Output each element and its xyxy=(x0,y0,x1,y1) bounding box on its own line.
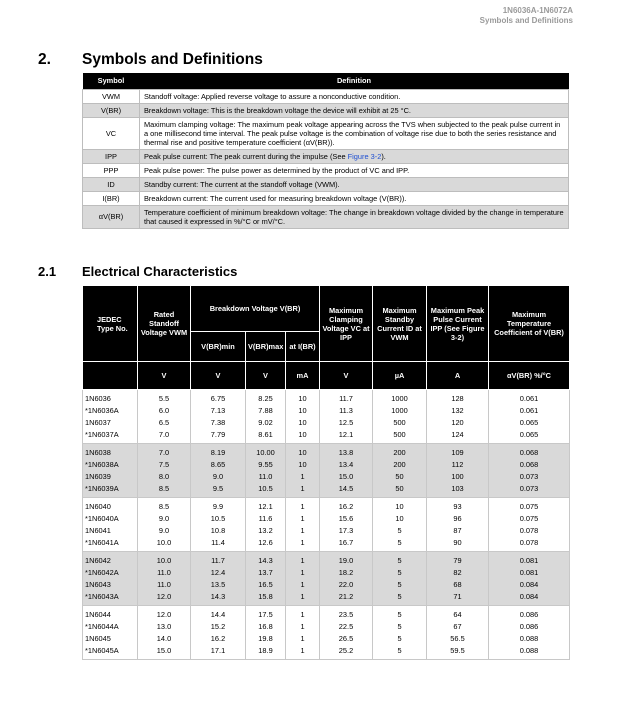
definition-cell xyxy=(140,149,569,163)
value-cell: 82 xyxy=(427,567,489,579)
value-cell: 200 xyxy=(373,444,427,459)
value-cell: 103 xyxy=(427,483,489,498)
value-cell: 18.9 xyxy=(246,645,286,660)
value-cell: 5 xyxy=(373,525,427,537)
value-cell: 67 xyxy=(427,621,489,633)
symbols-row xyxy=(83,103,569,117)
value-cell: 10.5 xyxy=(246,483,286,498)
header-rated-standoff-voltage: Rated Standoff Voltage VWM xyxy=(138,286,191,362)
value-cell: 22.0 xyxy=(320,579,373,591)
header-max-peak-pulse-current: Maximum Peak Pulse Current IPP (See Figure 3-2) xyxy=(427,286,489,362)
value-cell: 13.0 xyxy=(138,621,191,633)
value-cell: 13.2 xyxy=(246,525,286,537)
value-cell: 5 xyxy=(373,606,427,621)
device-type-cell: *1N6043A xyxy=(83,591,138,606)
value-cell: 1 xyxy=(286,483,320,498)
value-cell: 10.5 xyxy=(191,513,246,525)
header-vbr-min: V(BR)min xyxy=(191,332,246,362)
value-cell: 8.25 xyxy=(246,390,286,405)
symbols-row xyxy=(83,205,569,228)
device-type-cell: *1N6041A xyxy=(83,537,138,552)
value-cell: 1 xyxy=(286,498,320,513)
value-cell: 15.6 xyxy=(320,513,373,525)
device-type-cell: *1N6045A xyxy=(83,645,138,660)
value-cell: 5.5 xyxy=(138,390,191,405)
value-cell: 1 xyxy=(286,591,320,606)
value-cell: 1 xyxy=(286,579,320,591)
definition-cell: Maximum clamping voltage: The maximum peak voltage appearing across the TVS when subjected to the peak pulse current in a one millisecond time interval. The peak pulse voltage is the combination of voltage rise due to both the series resistance and thermal rise and positive temperature coefficient (αV(BR)). xyxy=(140,117,569,149)
value-cell: 12.6 xyxy=(246,537,286,552)
symbols-row xyxy=(83,149,569,163)
value-cell: 0.073 xyxy=(489,483,570,498)
value-cell: 17.1 xyxy=(191,645,246,660)
device-type-cell: *1N6037A xyxy=(83,429,138,444)
device-type-cell: 1N6044 xyxy=(83,606,138,621)
running-header xyxy=(480,6,573,26)
device-row xyxy=(83,552,570,567)
value-cell: 15.2 xyxy=(191,621,246,633)
symbol-cell: V(BR) xyxy=(83,103,140,117)
definition-cell: Temperature coefficient of minimum breakdown voltage: The change in breakdown voltage divided by the change in temperature that caused it expressed in %/°C or mV/°C. xyxy=(140,205,569,228)
section-2-1-title: Electrical Characteristics xyxy=(82,264,238,279)
definition-text: Peak pulse current: The peak current during the impulse (See xyxy=(144,151,348,161)
value-cell: 120 xyxy=(427,417,489,429)
value-cell: 10 xyxy=(286,390,320,405)
value-cell: 9.02 xyxy=(246,417,286,429)
value-cell: 14.0 xyxy=(138,633,191,645)
device-type-cell: 1N6040 xyxy=(83,498,138,513)
value-cell: 16.2 xyxy=(320,498,373,513)
device-group xyxy=(83,552,570,606)
value-cell: 0.078 xyxy=(489,537,570,552)
value-cell: 6.5 xyxy=(138,417,191,429)
electrical-characteristics-table xyxy=(82,285,570,660)
value-cell: 6.75 xyxy=(191,390,246,405)
value-cell: 68 xyxy=(427,579,489,591)
value-cell: 0.088 xyxy=(489,633,570,645)
header-vbr-max: V(BR)max xyxy=(246,332,286,362)
device-row xyxy=(83,429,570,444)
value-cell: 15.0 xyxy=(320,471,373,483)
value-cell: 12.4 xyxy=(191,567,246,579)
section-2-title: Symbols and Definitions xyxy=(82,51,263,68)
value-cell: 16.7 xyxy=(320,537,373,552)
device-row xyxy=(83,525,570,537)
value-cell: 14.3 xyxy=(191,591,246,606)
value-cell: 8.61 xyxy=(246,429,286,444)
value-cell: 26.5 xyxy=(320,633,373,645)
value-cell: 11.6 xyxy=(246,513,286,525)
value-cell: 8.5 xyxy=(138,498,191,513)
device-group xyxy=(83,498,570,552)
value-cell: 7.0 xyxy=(138,429,191,444)
device-row xyxy=(83,390,570,405)
value-cell: 0.075 xyxy=(489,513,570,525)
symbols-row xyxy=(83,89,569,103)
value-cell: 0.084 xyxy=(489,591,570,606)
device-row xyxy=(83,405,570,417)
value-cell: 9.0 xyxy=(191,471,246,483)
value-cell: 500 xyxy=(373,429,427,444)
device-type-cell: *1N6036A xyxy=(83,405,138,417)
units-blank xyxy=(83,362,138,390)
symbols-table xyxy=(82,73,569,229)
value-cell: 22.5 xyxy=(320,621,373,633)
value-cell: 0.068 xyxy=(489,444,570,459)
value-cell: 0.086 xyxy=(489,621,570,633)
value-cell: 16.5 xyxy=(246,579,286,591)
value-cell: 100 xyxy=(427,471,489,483)
value-cell: 11.3 xyxy=(320,405,373,417)
value-cell: 0.084 xyxy=(489,579,570,591)
unit-cell: mA xyxy=(286,362,320,390)
symbol-cell: I(BR) xyxy=(83,191,140,205)
value-cell: 12.0 xyxy=(138,591,191,606)
device-type-cell: 1N6036 xyxy=(83,390,138,405)
units-row xyxy=(83,362,570,390)
value-cell: 8.0 xyxy=(138,471,191,483)
header-max-temp-coefficient: Maximum Temperature Coefficient of V(BR) xyxy=(489,286,570,362)
device-type-cell: 1N6037 xyxy=(83,417,138,429)
figure-3-2-link[interactable]: Figure 3-2 xyxy=(347,151,382,161)
value-cell: 79 xyxy=(427,552,489,567)
definition-cell: Breakdown voltage: This is the breakdown voltage the device will exhibit at 25 °C. xyxy=(140,103,569,117)
device-group xyxy=(83,444,570,498)
value-cell: 500 xyxy=(373,417,427,429)
value-cell: 124 xyxy=(427,429,489,444)
value-cell: 11.0 xyxy=(246,471,286,483)
value-cell: 0.081 xyxy=(489,567,570,579)
device-type-cell: 1N6039 xyxy=(83,471,138,483)
value-cell: 0.073 xyxy=(489,471,570,483)
value-cell: 15.0 xyxy=(138,645,191,660)
value-cell: 7.88 xyxy=(246,405,286,417)
device-type-cell: *1N6040A xyxy=(83,513,138,525)
value-cell: 1 xyxy=(286,513,320,525)
value-cell: 12.1 xyxy=(246,498,286,513)
definition-cell: Standoff voltage: Applied reverse voltage to assure a nonconductive condition. xyxy=(140,89,569,103)
value-cell: 5 xyxy=(373,621,427,633)
symbol-cell: ID xyxy=(83,177,140,191)
device-row xyxy=(83,417,570,429)
value-cell: 19.8 xyxy=(246,633,286,645)
device-type-cell: 1N6043 xyxy=(83,579,138,591)
device-row xyxy=(83,645,570,660)
device-row xyxy=(83,444,570,459)
value-cell: 0.088 xyxy=(489,645,570,660)
value-cell: 7.0 xyxy=(138,444,191,459)
device-row xyxy=(83,471,570,483)
value-cell: 59.5 xyxy=(427,645,489,660)
value-cell: 10.00 xyxy=(246,444,286,459)
definition-cell: Standby current: The current at the standoff voltage (VWM). xyxy=(140,177,569,191)
value-cell: 19.0 xyxy=(320,552,373,567)
value-cell: 1 xyxy=(286,567,320,579)
device-type-cell: *1N6042A xyxy=(83,567,138,579)
value-cell: 0.081 xyxy=(489,552,570,567)
definition-cell: Breakdown current: The current used for measuring breakdown voltage (V(BR)). xyxy=(140,191,569,205)
value-cell: 7.79 xyxy=(191,429,246,444)
value-cell: 10.0 xyxy=(138,537,191,552)
value-cell: 5 xyxy=(373,579,427,591)
symbols-table-header xyxy=(83,73,569,89)
device-row xyxy=(83,537,570,552)
value-cell: 87 xyxy=(427,525,489,537)
device-row xyxy=(83,579,570,591)
unit-cell: V xyxy=(320,362,373,390)
value-cell: 10 xyxy=(286,417,320,429)
value-cell: 14.4 xyxy=(191,606,246,621)
symbols-row xyxy=(83,191,569,205)
value-cell: 23.5 xyxy=(320,606,373,621)
device-type-cell: 1N6041 xyxy=(83,525,138,537)
value-cell: 0.065 xyxy=(489,429,570,444)
value-cell: 0.086 xyxy=(489,606,570,621)
value-cell: 5 xyxy=(373,537,427,552)
value-cell: 18.2 xyxy=(320,567,373,579)
symbols-header-symbol: Symbol xyxy=(83,73,140,89)
value-cell: 71 xyxy=(427,591,489,606)
symbol-cell: PPP xyxy=(83,163,140,177)
unit-cell: V xyxy=(246,362,286,390)
value-cell: 11.0 xyxy=(138,579,191,591)
value-cell: 1 xyxy=(286,621,320,633)
value-cell: 8.19 xyxy=(191,444,246,459)
device-type-cell: *1N6044A xyxy=(83,621,138,633)
unit-cell: µA xyxy=(373,362,427,390)
symbol-cell: VWM xyxy=(83,89,140,103)
value-cell: 109 xyxy=(427,444,489,459)
value-cell: 200 xyxy=(373,459,427,471)
value-cell: 11.7 xyxy=(320,390,373,405)
value-cell: 9.5 xyxy=(191,483,246,498)
value-cell: 5 xyxy=(373,645,427,660)
symbols-header-definition: Definition xyxy=(140,73,569,89)
value-cell: 17.5 xyxy=(246,606,286,621)
value-cell: 5 xyxy=(373,591,427,606)
value-cell: 10.8 xyxy=(191,525,246,537)
value-cell: 50 xyxy=(373,483,427,498)
value-cell: 13.4 xyxy=(320,459,373,471)
device-row xyxy=(83,498,570,513)
value-cell: 10 xyxy=(286,429,320,444)
value-cell: 5 xyxy=(373,552,427,567)
device-row xyxy=(83,621,570,633)
value-cell: 14.3 xyxy=(246,552,286,567)
value-cell: 0.065 xyxy=(489,417,570,429)
value-cell: 1000 xyxy=(373,390,427,405)
value-cell: 64 xyxy=(427,606,489,621)
section-2-number: 2. xyxy=(38,51,51,68)
value-cell: 12.0 xyxy=(138,606,191,621)
section-2-1-number: 2.1 xyxy=(38,264,57,279)
value-cell: 15.8 xyxy=(246,591,286,606)
value-cell: 10.0 xyxy=(138,552,191,567)
value-cell: 16.8 xyxy=(246,621,286,633)
device-row xyxy=(83,591,570,606)
device-row xyxy=(83,606,570,621)
value-cell: 0.061 xyxy=(489,405,570,417)
value-cell: 1 xyxy=(286,633,320,645)
value-cell: 132 xyxy=(427,405,489,417)
value-cell: 7.38 xyxy=(191,417,246,429)
header-max-clamping-voltage: Maximum Clamping Voltage VC at IPP xyxy=(320,286,373,362)
value-cell: 11.4 xyxy=(191,537,246,552)
running-header-section: Symbols and Definitions xyxy=(479,16,573,25)
device-group xyxy=(83,390,570,444)
definition-text-end: ). xyxy=(381,151,386,161)
value-cell: 5 xyxy=(373,567,427,579)
value-cell: 10 xyxy=(373,513,427,525)
value-cell: 5 xyxy=(373,633,427,645)
symbols-row xyxy=(83,117,569,149)
value-cell: 0.078 xyxy=(489,525,570,537)
value-cell: 1000 xyxy=(373,405,427,417)
symbol-cell: VC xyxy=(83,117,140,149)
symbols-row xyxy=(83,177,569,191)
value-cell: 17.3 xyxy=(320,525,373,537)
value-cell: 93 xyxy=(427,498,489,513)
value-cell: 14.5 xyxy=(320,483,373,498)
device-type-cell: *1N6039A xyxy=(83,483,138,498)
value-cell: 9.0 xyxy=(138,513,191,525)
value-cell: 1 xyxy=(286,645,320,660)
value-cell: 16.2 xyxy=(191,633,246,645)
value-cell: 1 xyxy=(286,606,320,621)
value-cell: 11.0 xyxy=(138,567,191,579)
value-cell: 8.65 xyxy=(191,459,246,471)
device-row xyxy=(83,633,570,645)
value-cell: 10 xyxy=(286,405,320,417)
value-cell: 10 xyxy=(373,498,427,513)
value-cell: 12.5 xyxy=(320,417,373,429)
value-cell: 1 xyxy=(286,525,320,537)
device-group xyxy=(83,606,570,660)
unit-cell: αV(BR) %/°C xyxy=(489,362,570,390)
value-cell: 0.068 xyxy=(489,459,570,471)
device-row xyxy=(83,513,570,525)
device-row xyxy=(83,483,570,498)
value-cell: 90 xyxy=(427,537,489,552)
value-cell: 6.0 xyxy=(138,405,191,417)
symbols-row xyxy=(83,163,569,177)
value-cell: 7.5 xyxy=(138,459,191,471)
value-cell: 10 xyxy=(286,459,320,471)
symbol-cell: IPP xyxy=(83,149,140,163)
value-cell: 9.0 xyxy=(138,525,191,537)
value-cell: 128 xyxy=(427,390,489,405)
device-row xyxy=(83,567,570,579)
device-type-cell: 1N6038 xyxy=(83,444,138,459)
value-cell: 50 xyxy=(373,471,427,483)
running-header-doc-id: 1N6036A-1N6072A xyxy=(502,6,573,15)
device-type-cell: 1N6045 xyxy=(83,633,138,645)
value-cell: 10 xyxy=(286,444,320,459)
header-breakdown-voltage: Breakdown Voltage V(BR) xyxy=(191,286,320,332)
value-cell: 0.061 xyxy=(489,390,570,405)
value-cell: 13.7 xyxy=(246,567,286,579)
value-cell: 11.7 xyxy=(191,552,246,567)
value-cell: 96 xyxy=(427,513,489,525)
value-cell: 1 xyxy=(286,537,320,552)
value-cell: 9.9 xyxy=(191,498,246,513)
value-cell: 12.1 xyxy=(320,429,373,444)
header-at-ibr: at I(BR) xyxy=(286,332,320,362)
value-cell: 9.55 xyxy=(246,459,286,471)
definition-cell: Peak pulse power: The pulse power as determined by the product of VC and IPP. xyxy=(140,163,569,177)
unit-cell: V xyxy=(191,362,246,390)
value-cell: 112 xyxy=(427,459,489,471)
unit-cell: A xyxy=(427,362,489,390)
symbol-cell: αV(BR) xyxy=(83,205,140,228)
device-type-cell: 1N6042 xyxy=(83,552,138,567)
value-cell: 8.5 xyxy=(138,483,191,498)
value-cell: 13.5 xyxy=(191,579,246,591)
unit-cell: V xyxy=(138,362,191,390)
value-cell: 25.2 xyxy=(320,645,373,660)
value-cell: 7.13 xyxy=(191,405,246,417)
value-cell: 0.075 xyxy=(489,498,570,513)
device-row xyxy=(83,459,570,471)
value-cell: 1 xyxy=(286,552,320,567)
value-cell: 56.5 xyxy=(427,633,489,645)
header-max-standby-current: Maximum Standby Current ID at VWM xyxy=(373,286,427,362)
header-jedec-type: JEDEC Type No. xyxy=(83,286,138,362)
device-type-cell: *1N6038A xyxy=(83,459,138,471)
value-cell: 13.8 xyxy=(320,444,373,459)
value-cell: 21.2 xyxy=(320,591,373,606)
value-cell: 1 xyxy=(286,471,320,483)
